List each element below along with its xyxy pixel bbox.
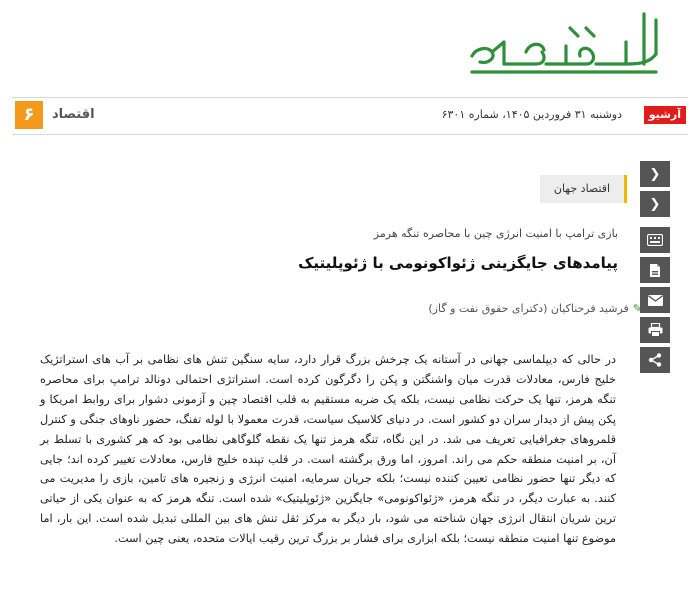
issue-date: دوشنبه ۳۱ فروردین ۱۴۰۵، شماره ۶۳۰۱: [441, 108, 622, 121]
print-icon: [648, 323, 663, 337]
chevron-right-icon: ❯: [649, 166, 661, 182]
archive-button[interactable]: آرشیو: [644, 106, 686, 124]
article-headline: پیامدهای جایگزینی ژئواکونومی با ژئوپلیتیک: [298, 254, 618, 272]
pdf-download-button[interactable]: [640, 257, 670, 283]
author-name: فرشید فرحناکیان (دکترای حقوق نفت و گاز): [428, 302, 629, 315]
article-author[interactable]: [428, 301, 642, 317]
text-view-button[interactable]: [640, 227, 670, 253]
keyboard-icon: [647, 234, 663, 246]
pdf-file-icon: [649, 263, 661, 278]
article-kicker: بازی ترامپ با امنیت انرژی چین با محاصره تنگه هرمز: [373, 227, 618, 240]
logo-calligraphy-icon: [466, 6, 664, 78]
previous-article-button[interactable]: [640, 191, 670, 217]
masthead-logo[interactable]: [466, 6, 664, 78]
page-number-badge[interactable]: ۶: [15, 101, 43, 129]
section-title[interactable]: اقتصاد: [52, 107, 95, 122]
email-button[interactable]: [640, 287, 670, 313]
pen-icon: ✎: [632, 302, 642, 315]
share-icon: [648, 353, 662, 367]
print-button[interactable]: [640, 317, 670, 343]
article-toolbar: [640, 161, 670, 373]
next-article-button[interactable]: [640, 161, 670, 187]
share-button[interactable]: [640, 347, 670, 373]
article-header: [188, 226, 618, 274]
chevron-left-icon: ❯: [649, 196, 661, 212]
email-icon: [648, 295, 663, 306]
article-body: در حالی که دیپلماسی جهانی در آستانه یک چرخش بزرگ قرار دارد، سایه سنگین تنش های نظامی بر آب های استراتژیک خلیج فارس، معادلات قدرت میان واشنگتن و پکن را دگرگون کرده است. استراتژی احتمالی دونالد ترامپ برای محاصره تنگه هرمز، تنها یک حرکت نظامی نیست، بلکه یک ضربه مستقیم به قلب اقتصاد چین و آزمونی دشوار برای روابط امریکا و پکن پیش از دیدار سران دو کشور است. در دنیای کلاسیک سیاست، قدرت معمولا با لوله تفنگ، حضور ناوهای جنگی و کنترل قلمروهای جغرافیایی تعریف می شد. در این نگاه، تنگه هرمز تنها یک نقطه گلوگاهی نظامی بود که هر کشوری با تسلط بر آن، بر امنیت منطقه حکم می راند. امروز، اما ورق برگشته است. در قلب تپنده خلیج فارس، معادلات تغییر کرده اند؛ جایی که دیگر تنها حضور نظامی تعیین کننده نیست؛ بلکه جریان سرمایه، امنیت انرژی و زنجیره های تامین، بازی را مدیریت می کنند. به عبارت دیگر، در تنگه هرمز، «ژئواکونومی» جایگزین «ژئوپلیتیک» شده است. تنگه هرمز که به عنوان یکی از حیاتی ترین شریان انتقال انرژی جهان شناخته می شود، بار دیگر به مرکز ثقل تنش های بین المللی تبدیل شده است. این بار، اما موضوع تنها امنیت منطقه نیست؛ بلکه ابزاری برای فشار بر بزرگ ترین رقیب ایالات متحده، یعنی چین است.: [40, 353, 616, 546]
category-tag[interactable]: اقتصاد جهان: [540, 175, 627, 203]
